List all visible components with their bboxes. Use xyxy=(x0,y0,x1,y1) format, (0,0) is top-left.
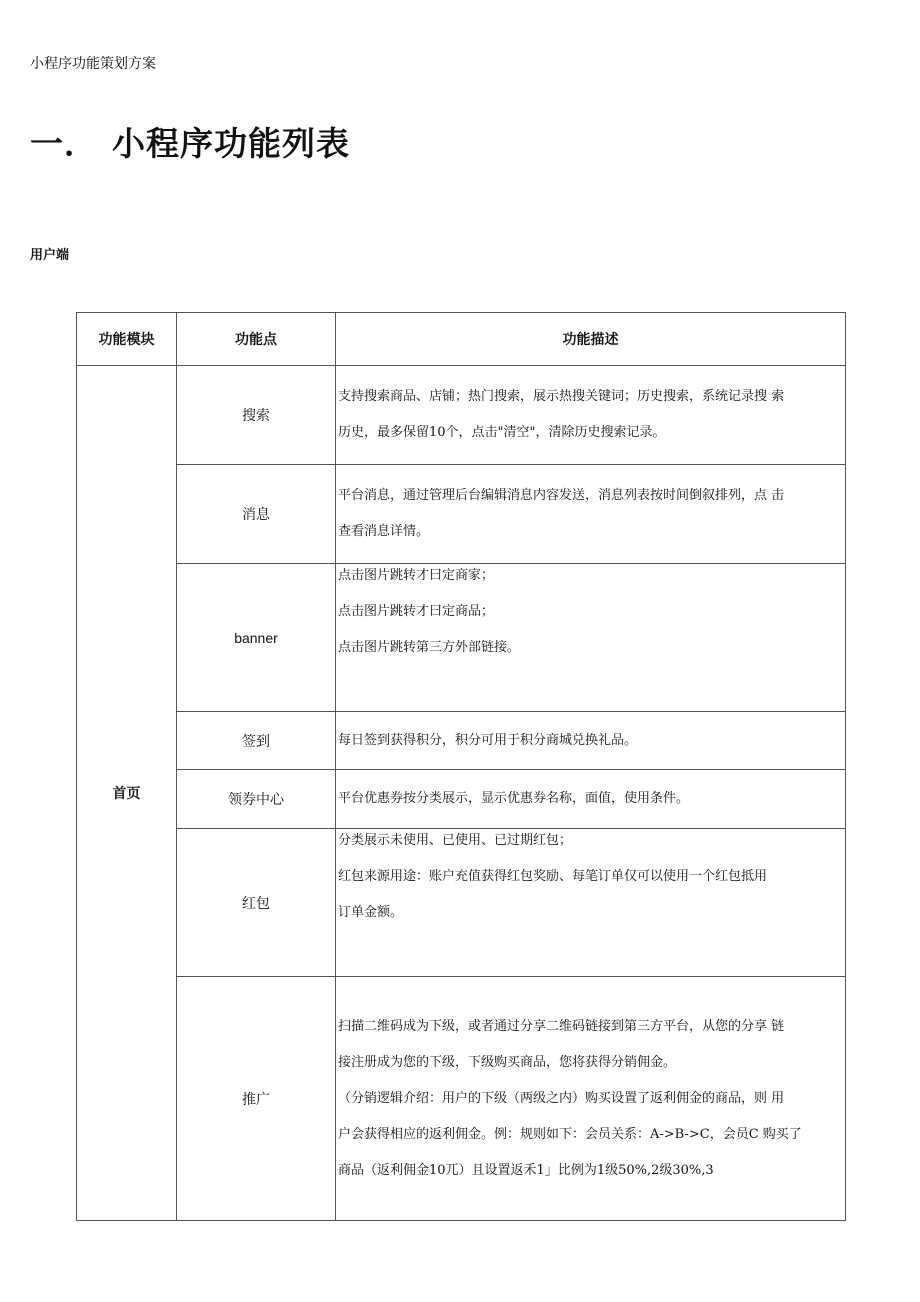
feature-point: 签到 xyxy=(177,712,336,770)
feature-description xyxy=(336,770,846,829)
feature-description xyxy=(336,564,846,712)
description-line: 接注册成为您的下级，下级购买商品，您将获得分销佣金。 xyxy=(338,1054,677,1070)
description-line: 红包来源用途：账户充值获得红包奖励、每笔订单仅可以使用一个红包抵用 xyxy=(338,869,768,884)
subsection-label: 用户端 xyxy=(30,248,70,263)
feature-table xyxy=(76,312,846,1221)
feature-point: 消息 xyxy=(177,465,336,564)
feature-point: banner xyxy=(177,564,336,712)
heading-number: 一． xyxy=(30,124,98,163)
feature-description xyxy=(336,366,846,465)
description-line: 户会获得相应的返利佣金。例：规则如下：会员关系：A->B->C，会员C 购买了 xyxy=(338,1126,802,1142)
document-title: 小程序功能策划方案 xyxy=(30,56,156,72)
feature-point: 推广 xyxy=(177,977,336,1221)
feature-description xyxy=(336,712,846,770)
feature-description xyxy=(336,977,846,1221)
feature-point: 红包 xyxy=(177,829,336,977)
header-module: 功能模块 xyxy=(77,313,177,366)
section-heading xyxy=(30,118,350,165)
feature-point: 领券中心 xyxy=(177,770,336,829)
module-cell: 首页 xyxy=(77,366,177,1221)
description-line: 支持搜索商品、店铺；热门搜索，展示热搜关键词；历史搜索，系统记录搜 索 xyxy=(338,389,785,404)
description-line: 订单金额。 xyxy=(338,905,404,920)
description-line: 分类展示未使用、已使用、已过期红包； xyxy=(338,833,573,848)
feature-point: 搜索 xyxy=(177,366,336,465)
table-row xyxy=(77,977,846,1221)
table-row xyxy=(77,366,846,465)
description-line: 查看消息详情。 xyxy=(338,524,430,539)
table-header-row xyxy=(77,313,846,366)
feature-description xyxy=(336,465,846,564)
table-row xyxy=(77,712,846,770)
table-row xyxy=(77,465,846,564)
description-line: （分销逻辑介绍：用户的下级（两级之内）购买设置了返利佣金的商品，则 用 xyxy=(338,1090,785,1106)
description-line: 平台消息，通过管理后台编辑消息内容发送，消息列表按时间倒叙排列，点 击 xyxy=(338,488,785,503)
description-line: 平台优惠券按分类展示，显示优惠券名称，面值，使用条件。 xyxy=(338,791,690,806)
description-line: 历史，最多保留10个，点击"清空"，清除历史搜索记录。 xyxy=(338,425,666,440)
header-description: 功能描述 xyxy=(336,313,846,366)
table-row xyxy=(77,564,846,712)
description-line: 点击图片跳转才曰定商品； xyxy=(338,604,495,619)
table-row xyxy=(77,829,846,977)
feature-description xyxy=(336,829,846,977)
description-line: 每日签到获得积分，积分可用于积分商城兑换礼品。 xyxy=(338,732,638,748)
description-line: 点击图片跳转第三方外部链接。 xyxy=(338,640,521,655)
description-line: 点击图片跳转才曰定商家； xyxy=(338,568,495,583)
header-point: 功能点 xyxy=(177,313,336,366)
table-row xyxy=(77,770,846,829)
description-line: 扫描二维码成为下级，或者通过分享二维码链接到第三方平台，从您的分享 链 xyxy=(338,1018,785,1034)
description-line: 商品（返利佣金10兀）且设置返禾1」比例为1级50%,2级30%,3 xyxy=(338,1162,714,1178)
heading-title: 小程序功能列表 xyxy=(112,124,350,163)
